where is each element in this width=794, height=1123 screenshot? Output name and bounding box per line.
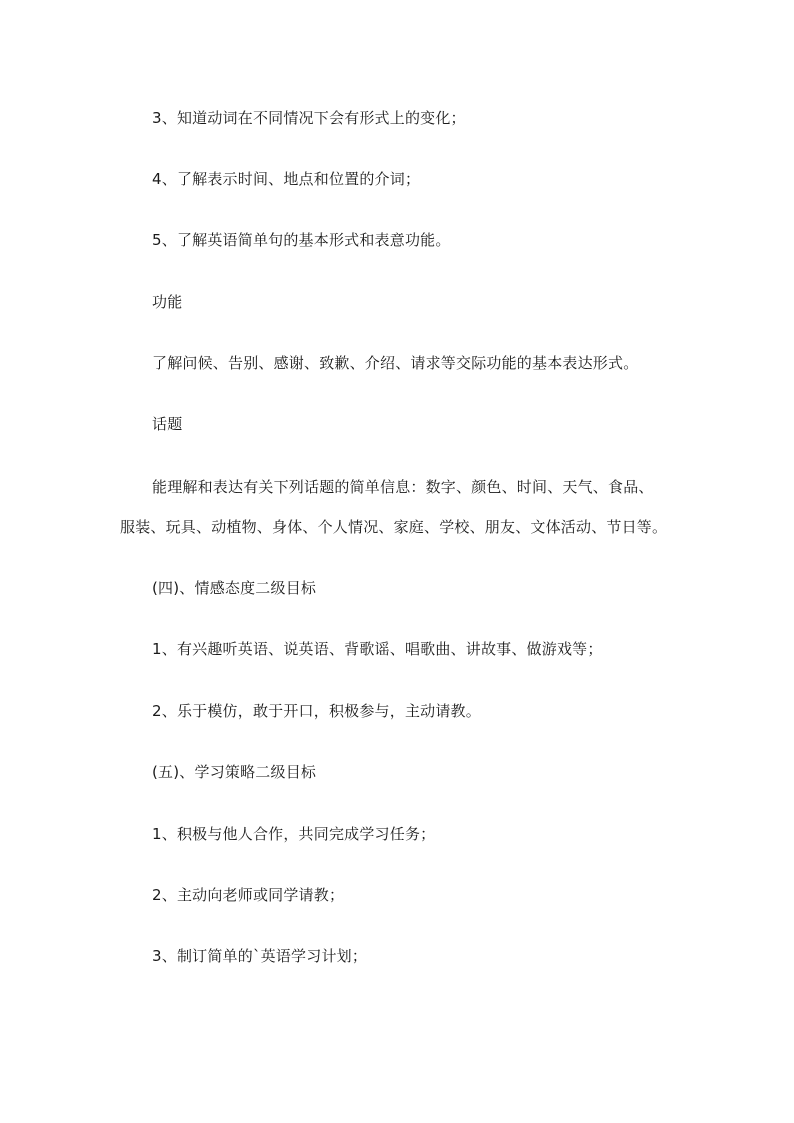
text-line: 1、有兴趣听英语、说英语、背歌谣、唱歌曲、讲故事、做游戏等； bbox=[152, 640, 603, 658]
text-line: 4、了解表示时间、地点和位置的介词； bbox=[152, 170, 421, 188]
text-line: 能理解和表达有关下列话题的简单信息：数字、颜色、时间、天气、食品、 bbox=[152, 478, 654, 496]
text-line: 3、制订简单的`英语学习计划； bbox=[152, 947, 368, 965]
section-heading: 功能 bbox=[152, 293, 183, 311]
text-line: 5、了解英语简单句的基本形式和表意功能。 bbox=[152, 231, 451, 249]
text-line: 2、乐于模仿，敢于开口，积极参与，主动请教。 bbox=[152, 702, 481, 720]
section-heading: 话题 bbox=[152, 415, 183, 433]
section-heading: (五)、学习策略二级目标 bbox=[152, 763, 317, 781]
text-line: 1、积极与他人合作，共同完成学习任务； bbox=[152, 825, 436, 843]
section-heading: (四)、情感态度二级目标 bbox=[152, 579, 317, 597]
text-line: 2、主动向老师或同学请教； bbox=[152, 886, 345, 904]
text-line: 了解问候、告别、感谢、致歉、介绍、请求等交际功能的基本表达形式。 bbox=[152, 354, 639, 372]
text-line: 3、知道动词在不同情况下会有形式上的变化； bbox=[152, 109, 466, 127]
text-line: 服装、玩具、动植物、身体、个人情况、家庭、学校、朋友、文体活动、节日等。 bbox=[120, 518, 668, 536]
